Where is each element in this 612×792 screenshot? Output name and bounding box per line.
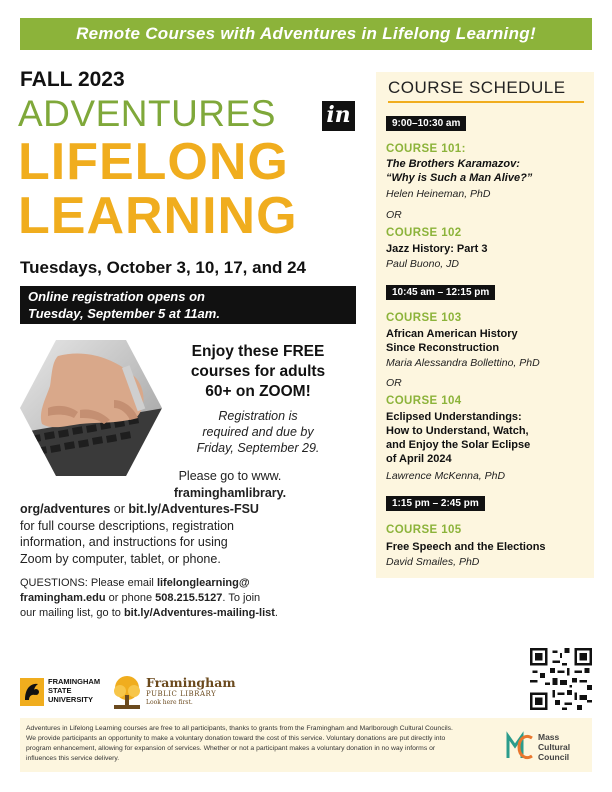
- or-separator-1: OR: [386, 209, 402, 221]
- top-banner: Remote Courses with Adventures in Lifelong Learning!: [20, 18, 592, 50]
- course-104-title-line-2: How to Understand, Watch,: [386, 425, 529, 437]
- time-slot-3: 1:15 pm – 2:45 pm: [386, 496, 485, 511]
- website-info: [20, 468, 360, 567]
- questions-join: . To join: [222, 592, 261, 604]
- fsu-line-3: UNIVERSITY: [48, 695, 94, 704]
- course-101-number: COURSE 101:: [386, 143, 466, 155]
- in-badge: in: [322, 101, 355, 131]
- mcc-line-2: Cultural: [538, 742, 571, 752]
- questions-mailing: our mailing list, go to: [20, 607, 124, 619]
- fsu-line-2: STATE: [48, 686, 72, 695]
- lifelong-heading: LIFELONG: [18, 133, 289, 191]
- course-104-title-line-4: of April 2024: [386, 453, 452, 465]
- time-slot-1: 9:00–10:30 am: [386, 116, 466, 131]
- mass-cultural-council-icon: [506, 730, 534, 760]
- info-line-4: for full course descriptions, registration: [20, 518, 234, 533]
- qr-code[interactable]: [530, 648, 592, 710]
- mcc-line-3: Council: [538, 752, 570, 762]
- course-101-title-line-2: “Why is Such a Man Alive?”: [386, 172, 533, 184]
- course-104-title: [386, 410, 582, 466]
- regreq-line-3: Friday, September 29.: [196, 441, 320, 455]
- free-text: FREE: [282, 343, 325, 360]
- keyboard-hands-photo: [18, 338, 164, 478]
- library-link[interactable]: org/adventures: [20, 502, 111, 516]
- enjoy-text: Enjoy these: [191, 343, 283, 360]
- enjoy-line-3: 60+ on ZOOM!: [205, 383, 311, 400]
- library-name: Framingham: [146, 675, 236, 690]
- registration-line-2: Tuesday, September 5 at 11am.: [28, 306, 220, 321]
- learning-heading: LEARNING: [18, 187, 298, 245]
- framingham-state-logo: [20, 674, 110, 714]
- library-tree-icon: [112, 675, 142, 711]
- framingham-library-logo: [112, 673, 236, 713]
- course-104-instructor: Lawrence McKenna, PhD: [386, 470, 506, 482]
- email-link-part2[interactable]: framingham.edu: [20, 592, 106, 604]
- questions-end: .: [274, 607, 278, 619]
- course-101-title-line-1: The Brothers Karamazov:: [386, 158, 520, 170]
- course-103-title-line-1: African American History: [386, 328, 518, 340]
- registration-opens-bar: [20, 286, 356, 324]
- info-or: or: [110, 502, 129, 516]
- course-104-title-line-3: and Enjoy the Solar Eclipse: [386, 439, 531, 451]
- regreq-line-2: required and due by: [202, 425, 314, 439]
- course-103-number: COURSE 103: [386, 312, 462, 324]
- time-slot-2: 10:45 am – 12:15 pm: [386, 285, 495, 300]
- course-105-instructor: David Smailes, PhD: [386, 556, 480, 568]
- fsu-link[interactable]: bit.ly/Adventures-FSU: [128, 502, 259, 516]
- schedule-title: COURSE SCHEDULE: [388, 78, 584, 103]
- course-105-title: Free Speech and the Elections: [386, 541, 546, 553]
- fsu-ram-icon: [20, 678, 44, 706]
- adventures-heading: ADVENTURES: [18, 93, 276, 134]
- course-104-number: COURSE 104: [386, 395, 462, 407]
- course-102-instructor: Paul Buono, JD: [386, 258, 459, 270]
- or-separator-2: OR: [386, 377, 402, 389]
- library-sub: PUBLIC LIBRARY: [146, 690, 217, 698]
- course-105-number: COURSE 105: [386, 524, 462, 536]
- free-courses-promo: [164, 342, 352, 402]
- course-102-title: Jazz History: Part 3: [386, 243, 488, 255]
- phone-number: 508.215.5127: [155, 592, 223, 604]
- questions-phone-label: or phone: [105, 592, 156, 604]
- fsu-line-1: FRAMINGHAM: [48, 677, 101, 686]
- course-101-instructor: Helen Heineman, PhD: [386, 188, 491, 200]
- mailing-list-link[interactable]: bit.ly/Adventures-mailing-list: [123, 607, 275, 619]
- session-dates: Tuesdays, October 3, 10, 17, and 24: [20, 258, 306, 277]
- mass-cultural-council-name: [538, 732, 570, 762]
- questions-label: QUESTIONS: Please email: [20, 577, 157, 589]
- enjoy-line-2: courses for adults: [190, 363, 326, 380]
- season-heading: FALL 2023: [20, 68, 125, 91]
- footer-disclaimer: Adventures in Lifelong Learning courses are free to all participants, thanks to grants from the Framingham and Marlborough Cultural Councils. We provide participants an opportunity to make a voluntary donation toward the cost of this service. Voluntary donations are put directly into program enhancement, allowing for expansion of services. Whether or not a participant makes a voluntary donation in no way informs or influences this service delivery.: [26, 725, 453, 762]
- email-link-part1[interactable]: lifelonglearning@: [156, 577, 250, 589]
- library-tagline: Look here first.: [146, 699, 193, 706]
- registration-line-1: Online registration opens on: [28, 289, 205, 304]
- course-103-title-line-2: Since Reconstruction: [386, 342, 500, 354]
- course-101-title: [386, 157, 582, 185]
- info-line-6: Zoom by computer, tablet, or phone.: [20, 551, 221, 566]
- questions-contact: [20, 576, 365, 621]
- info-line-2: framinghamlibrary.: [173, 485, 287, 500]
- course-102-number: COURSE 102: [386, 227, 462, 239]
- course-104-title-line-1: Eclipsed Understandings:: [386, 411, 522, 423]
- regreq-line-1: Registration is: [218, 409, 298, 423]
- mcc-line-1: Mass: [538, 732, 560, 742]
- registration-required-note: [178, 408, 338, 456]
- info-line-1: Please go to www.: [178, 469, 282, 483]
- info-line-5: information, and instructions for using: [20, 535, 228, 549]
- course-103-instructor: Maria Alessandra Bollettino, PhD: [386, 357, 540, 369]
- course-103-title: [386, 327, 582, 355]
